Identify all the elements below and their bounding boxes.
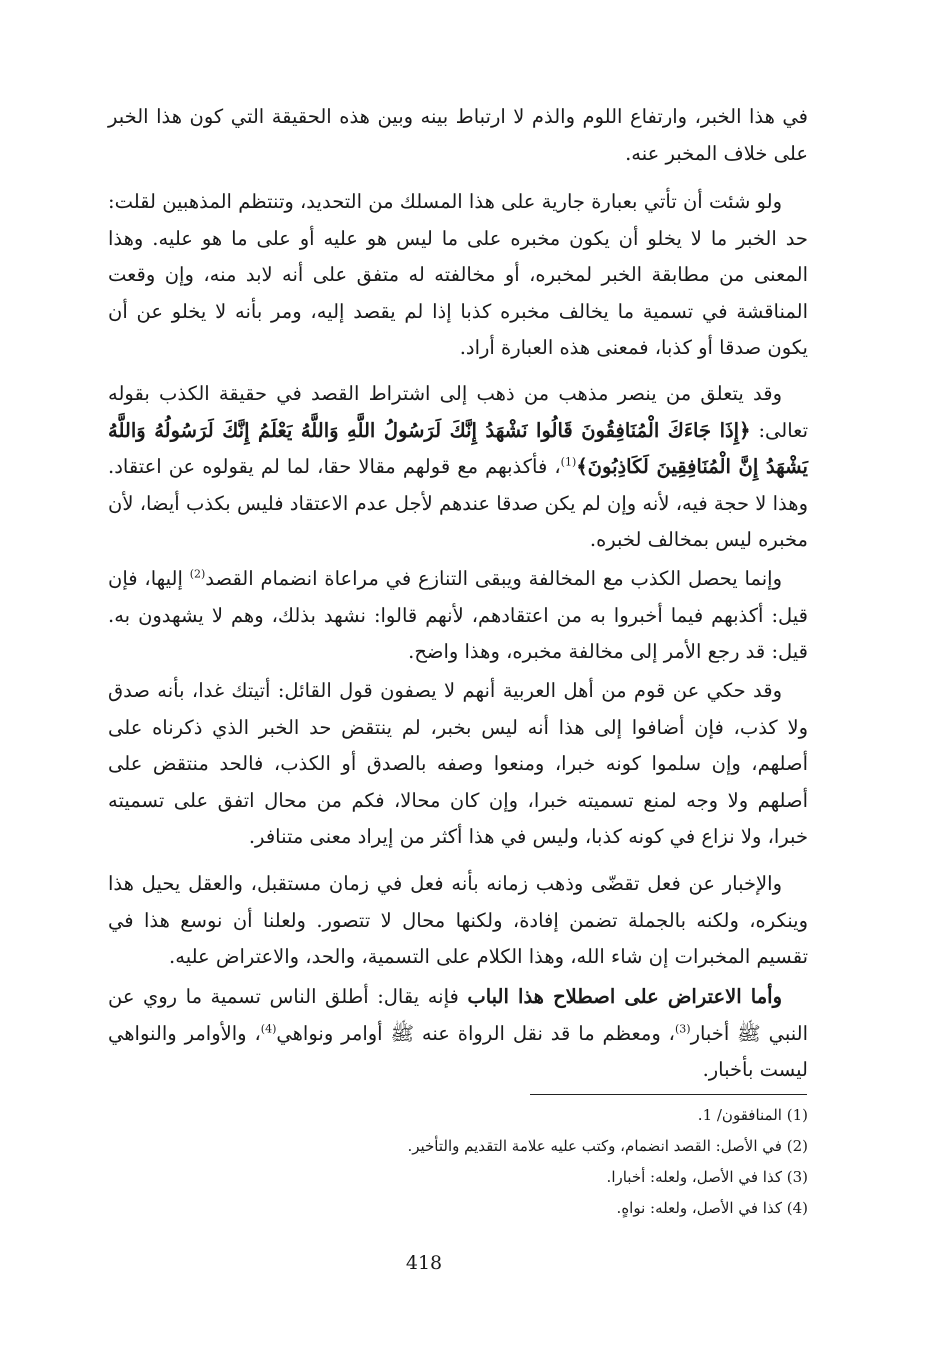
paragraph-7-part-c: ، والأوامر والنواهي ليست بأخبار. (108, 1021, 808, 1081)
paragraph-4 (108, 561, 808, 671)
footnote-2: (2) في الأصل: القصد انضمام، وكتب عليه علامة التقديم والتأخير. (407, 1137, 808, 1155)
footnote-1: (1) المنافقون/ 1. (697, 1106, 808, 1124)
paragraph-6 (108, 866, 808, 976)
footnotes (400, 1100, 808, 1224)
footnote-ref-4: (4) (260, 1022, 277, 1035)
paragraph-3-rest: ، فأكذبهم مع قولهم مقالا حقا، لما لم يقولوه عن اعتقاد. وهذا لا حجة فيه، لأنه وإن لم يكن صدقا عندهم لأجل عدم الاعتقاد فليس بكذب أيضا، لأن مخبره ليس بمخالف لخبره. (108, 455, 808, 551)
page-number: 418 (405, 1252, 443, 1274)
paragraph-3-intro: وقد يتعلق من ينصر مذهب من ذهب إلى اشتراط القصد في حقيقة الكذب بقوله تعالى: (108, 382, 808, 442)
paragraph-1-text: في هذا الخبر، وارتفاع اللوم والذم لا ارتباط بينه وبين هذه الحقيقة التي كون هذا الخبر على خلاف المخبر عنه. (108, 105, 808, 165)
paragraph-5-text: وقد حكي عن قوم من أهل العربية أنهم لا يصفون قول القائل: أتيتك غدا، بأنه صدق ولا كذب، فإن أضافوا إلى هذا أنه ليس بخبر، لم ينتقض حد الخبر الذي ذكرناه على أصلهم، وإن سلموا كونه خبرا، ومنعوا وصفه بالصدق أو الكذب، فالحد منتقض على أصلهم ولا وجه لمنع تسميته خبرا، وإن كان محالا، فكم من محال اتفق على تسميته خبرا، ولا نزاع في كونه كذبا، وليس في هذا أكثر من إيراد معنى متنافر. (108, 679, 808, 848)
paragraph-7-text (108, 979, 808, 1089)
paragraph-7-part-b: ، ومعظم ما قد نقل الرواة عنه ﷺ أوامر ونواهي (276, 1021, 675, 1045)
paragraph-7 (108, 979, 808, 1089)
paragraph-7-part-a: فإنه يقال: أطلق الناس تسمية ما روي عن النبي ﷺ أخبار (108, 985, 808, 1045)
paragraph-3 (108, 376, 808, 559)
footnote-ref-2: (2) (189, 567, 206, 581)
footnote-ref-3: (3) (674, 1022, 691, 1035)
footnote-3: (3) كذا في الأصل، ولعله: أخبارا. (606, 1168, 808, 1186)
paragraph-4-intro: وإنما يحصل الكذب مع المخالفة ويبقى التنازع في مراعاة انضمام القصد (205, 567, 782, 590)
paragraph-1 (108, 99, 808, 172)
paragraph-3-text (108, 376, 808, 559)
footnote-4: (4) كذا في الأصل، ولعله: نواهٍ. (616, 1199, 808, 1217)
paragraph-6-text: والإخبار عن فعل تقضّى وذهب زمانه بأنه فعل في زمان مستقبل، والعقل يحيل هذا وينكره، ولكنه بالجملة تضمن إفادة، ولكنها محال لا تتصور. ولعلنا أن نوسع هذا في تقسيم المخبرات إن شاء الله، وهذا الكلام على التسمية، والحد، والاعتراض عليه. (108, 872, 808, 968)
paragraph-7-lead: وأما الاعتراض على اصطلاح هذا الباب (467, 985, 783, 1008)
paragraph-4-rest: إليها، فإن قيل: أكذبهم فيما أخبروا به من اعتقادهم، لأنهم قالوا: نشهد بذلك، وهم لا يشهدون به. قيل: قد رجع الأمر إلى مخالفة مخبره، وهذا واضح. (108, 567, 808, 663)
footnote-divider (530, 1094, 807, 1095)
paragraph-2 (108, 184, 808, 367)
paragraph-5 (108, 673, 808, 856)
quran-verse: ﴿إِذَا جَاءَكَ الْمُنَافِقُونَ قَالُوا نَشْهَدُ إِنَّكَ لَرَسُولُ اللَّهِ وَاللَّهُ يَعْلَمُ إِنَّكَ لَرَسُولُهُ وَاللَّهُ يَشْهَدُ إِنَّ الْمُنَافِقِينَ لَكَاذِبُونَ﴾ (108, 418, 808, 478)
footnote-ref-1: (1) (560, 455, 577, 469)
paragraph-2-text: ولو شئت أن تأتي بعبارة جارية على هذا المسلك من التحديد، وتنتظم المذهبين لقلت: حد الخبر ما لا يخلو أن يكون مخبره على ما ليس هو عليه أو على ما هو عليه. وهذا المعنى من مطابقة الخبر لمخبره، أو مخالفته له متفق على أنه لابد منه، وإن وقعت المناقشة في تسمية ما يخالف مخبره كذبا إذا لم يقصد إليه، ومر بأنه لا يخلو عن أن يكون صدقا أو كذبا، فمعنى هذه العبارة أراد. (108, 190, 808, 359)
paragraph-4-text (108, 561, 808, 671)
